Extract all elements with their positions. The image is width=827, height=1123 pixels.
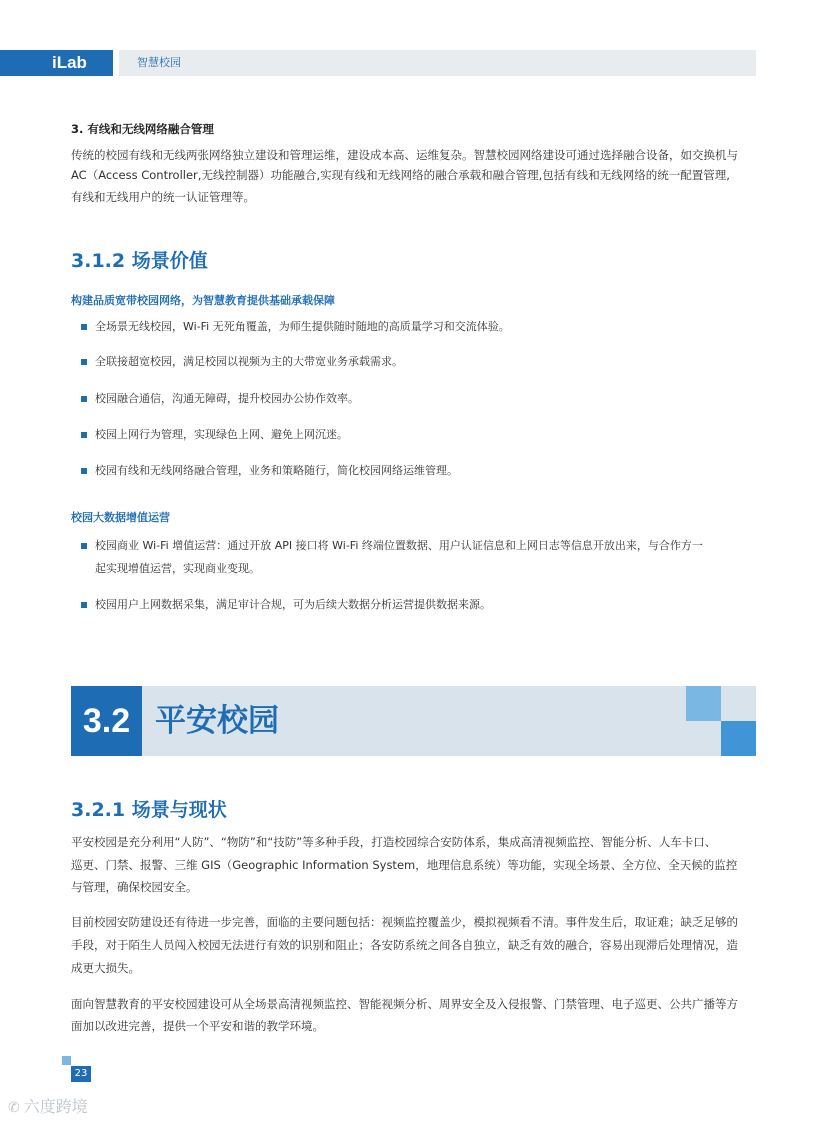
list-item (81, 458, 761, 484)
list-item-text: 校园上网行为管理，实现绿色上网、避免上网沉迷。 (95, 428, 348, 441)
list-item-text: 校园融合通信，沟通无障碍，提升校园办公协作效率。 (95, 392, 359, 405)
list-item-text: 全联接超宽校园，满足校园以视频为主的大带宽业务承载需求。 (95, 355, 403, 368)
watermark (8, 1094, 88, 1117)
page-number: 23 (71, 1066, 91, 1082)
bullet-square-icon (81, 543, 87, 549)
list-item-text: 校园有线和无线网络融合管理，业务和策略随行，简化校园网络运维管理。 (95, 464, 458, 477)
list-item-text: 全场景无线校园，Wi-Fi 无死角覆盖，为师生提供随时随地的高质量学习和交流体验。 (95, 320, 510, 333)
watermark-logo-icon: ✆ (8, 1100, 20, 1116)
paragraph-line: 与管理，确保校园安全。 (71, 880, 198, 894)
group-heading: 构建品质宽带校园网络，为智慧教育提供基础承载保障 (71, 294, 335, 307)
section-heading-3-1-2: 3.1.2 场景价值 (71, 250, 208, 272)
brand-logo: iLab (0, 50, 113, 76)
list-item-continuation (81, 556, 761, 582)
bullet-square-icon (81, 324, 87, 330)
bullet-square-icon (81, 602, 87, 608)
decor-square-icon (686, 686, 721, 721)
list-item (81, 314, 761, 340)
section-heading-3-2-1: 3.2.1 场景与现状 (71, 799, 227, 821)
paragraph-line: 面向智慧教育的平安校园建设可从全场景高清视频监控、智能视频分析、周界安全及入侵报警、门禁管理、电子巡更、公共广播等方 (71, 997, 738, 1011)
list-item (81, 386, 761, 412)
group-heading: 校园大数据增值运营 (71, 511, 170, 524)
bullet-square-icon (81, 359, 87, 365)
paragraph-line: AC（Access Controller,无线控制器）功能融合,实现有线和无线网络的融合承载和融合管理,包括有线和无线网络的统一配置管理, (71, 168, 730, 182)
paragraph-line: 手段，对于陌生人员闯入校园无法进行有效的识别和阻止；各安防系统之间各自独立，缺乏有效的融合，容易出现滞后处理情况，造 (71, 938, 738, 952)
decor-square-icon (721, 721, 756, 756)
paragraph-line: 目前校园安防建设还有待进一步完善，面临的主要问题包括：视频监控覆盖少，模拟视频看不清。事件发生后，取证难；缺乏足够的 (71, 915, 738, 929)
list-item (81, 592, 761, 618)
paragraph-line: 平安校园是充分利用“人防”、“物防”和“技防”等多种手段，打造校园综合安防体系，集成高清视频监控、智能分析、人车卡口、 (71, 835, 717, 849)
bullet-square-icon (81, 396, 87, 402)
watermark-text: 六度跨境 (23, 1097, 88, 1116)
paragraph-line: 面加以改进完善，提供一个平安和谐的教学环境。 (71, 1019, 324, 1033)
header-section-label: 智慧校园 (119, 50, 756, 76)
list-item-text: 起实现增值运营，实现商业变现。 (95, 562, 260, 575)
list-item-text: 校园商业 Wi-Fi 增值运营：通过开放 API 接口将 Wi-Fi 终端位置数据、用户认证信息和上网日志等信息开放出来，与合作方一 (95, 539, 703, 552)
paragraph-line: 有线和无线用户的统一认证管理等。 (71, 190, 255, 204)
section-title: 平安校园 (155, 703, 279, 739)
paragraph-line: 成更大损失。 (71, 961, 140, 975)
list-item-text: 校园用户上网数据采集，满足审计合规，可为后续大数据分析运营提供数据来源。 (95, 598, 491, 611)
paragraph-line: 传统的校园有线和无线两张网络独立建设和管理运维，建设成本高、运维复杂。智慧校园网络建设可通过选择融合设备，如交换机与 (71, 148, 738, 162)
page-corner-icon (62, 1056, 71, 1065)
list-item (81, 422, 761, 448)
paragraph-line: 巡更、门禁、报警、三维 GIS（Geographic Information System，地理信息系统）等功能，实现全场景、全方位、全天候的监控 (71, 858, 738, 872)
subsection-heading: 3. 有线和无线网络融合管理 (71, 122, 214, 136)
bullet-square-icon (81, 432, 87, 438)
section-number: 3.2 (71, 686, 142, 756)
bullet-square-icon (81, 468, 87, 474)
list-item (81, 349, 761, 375)
